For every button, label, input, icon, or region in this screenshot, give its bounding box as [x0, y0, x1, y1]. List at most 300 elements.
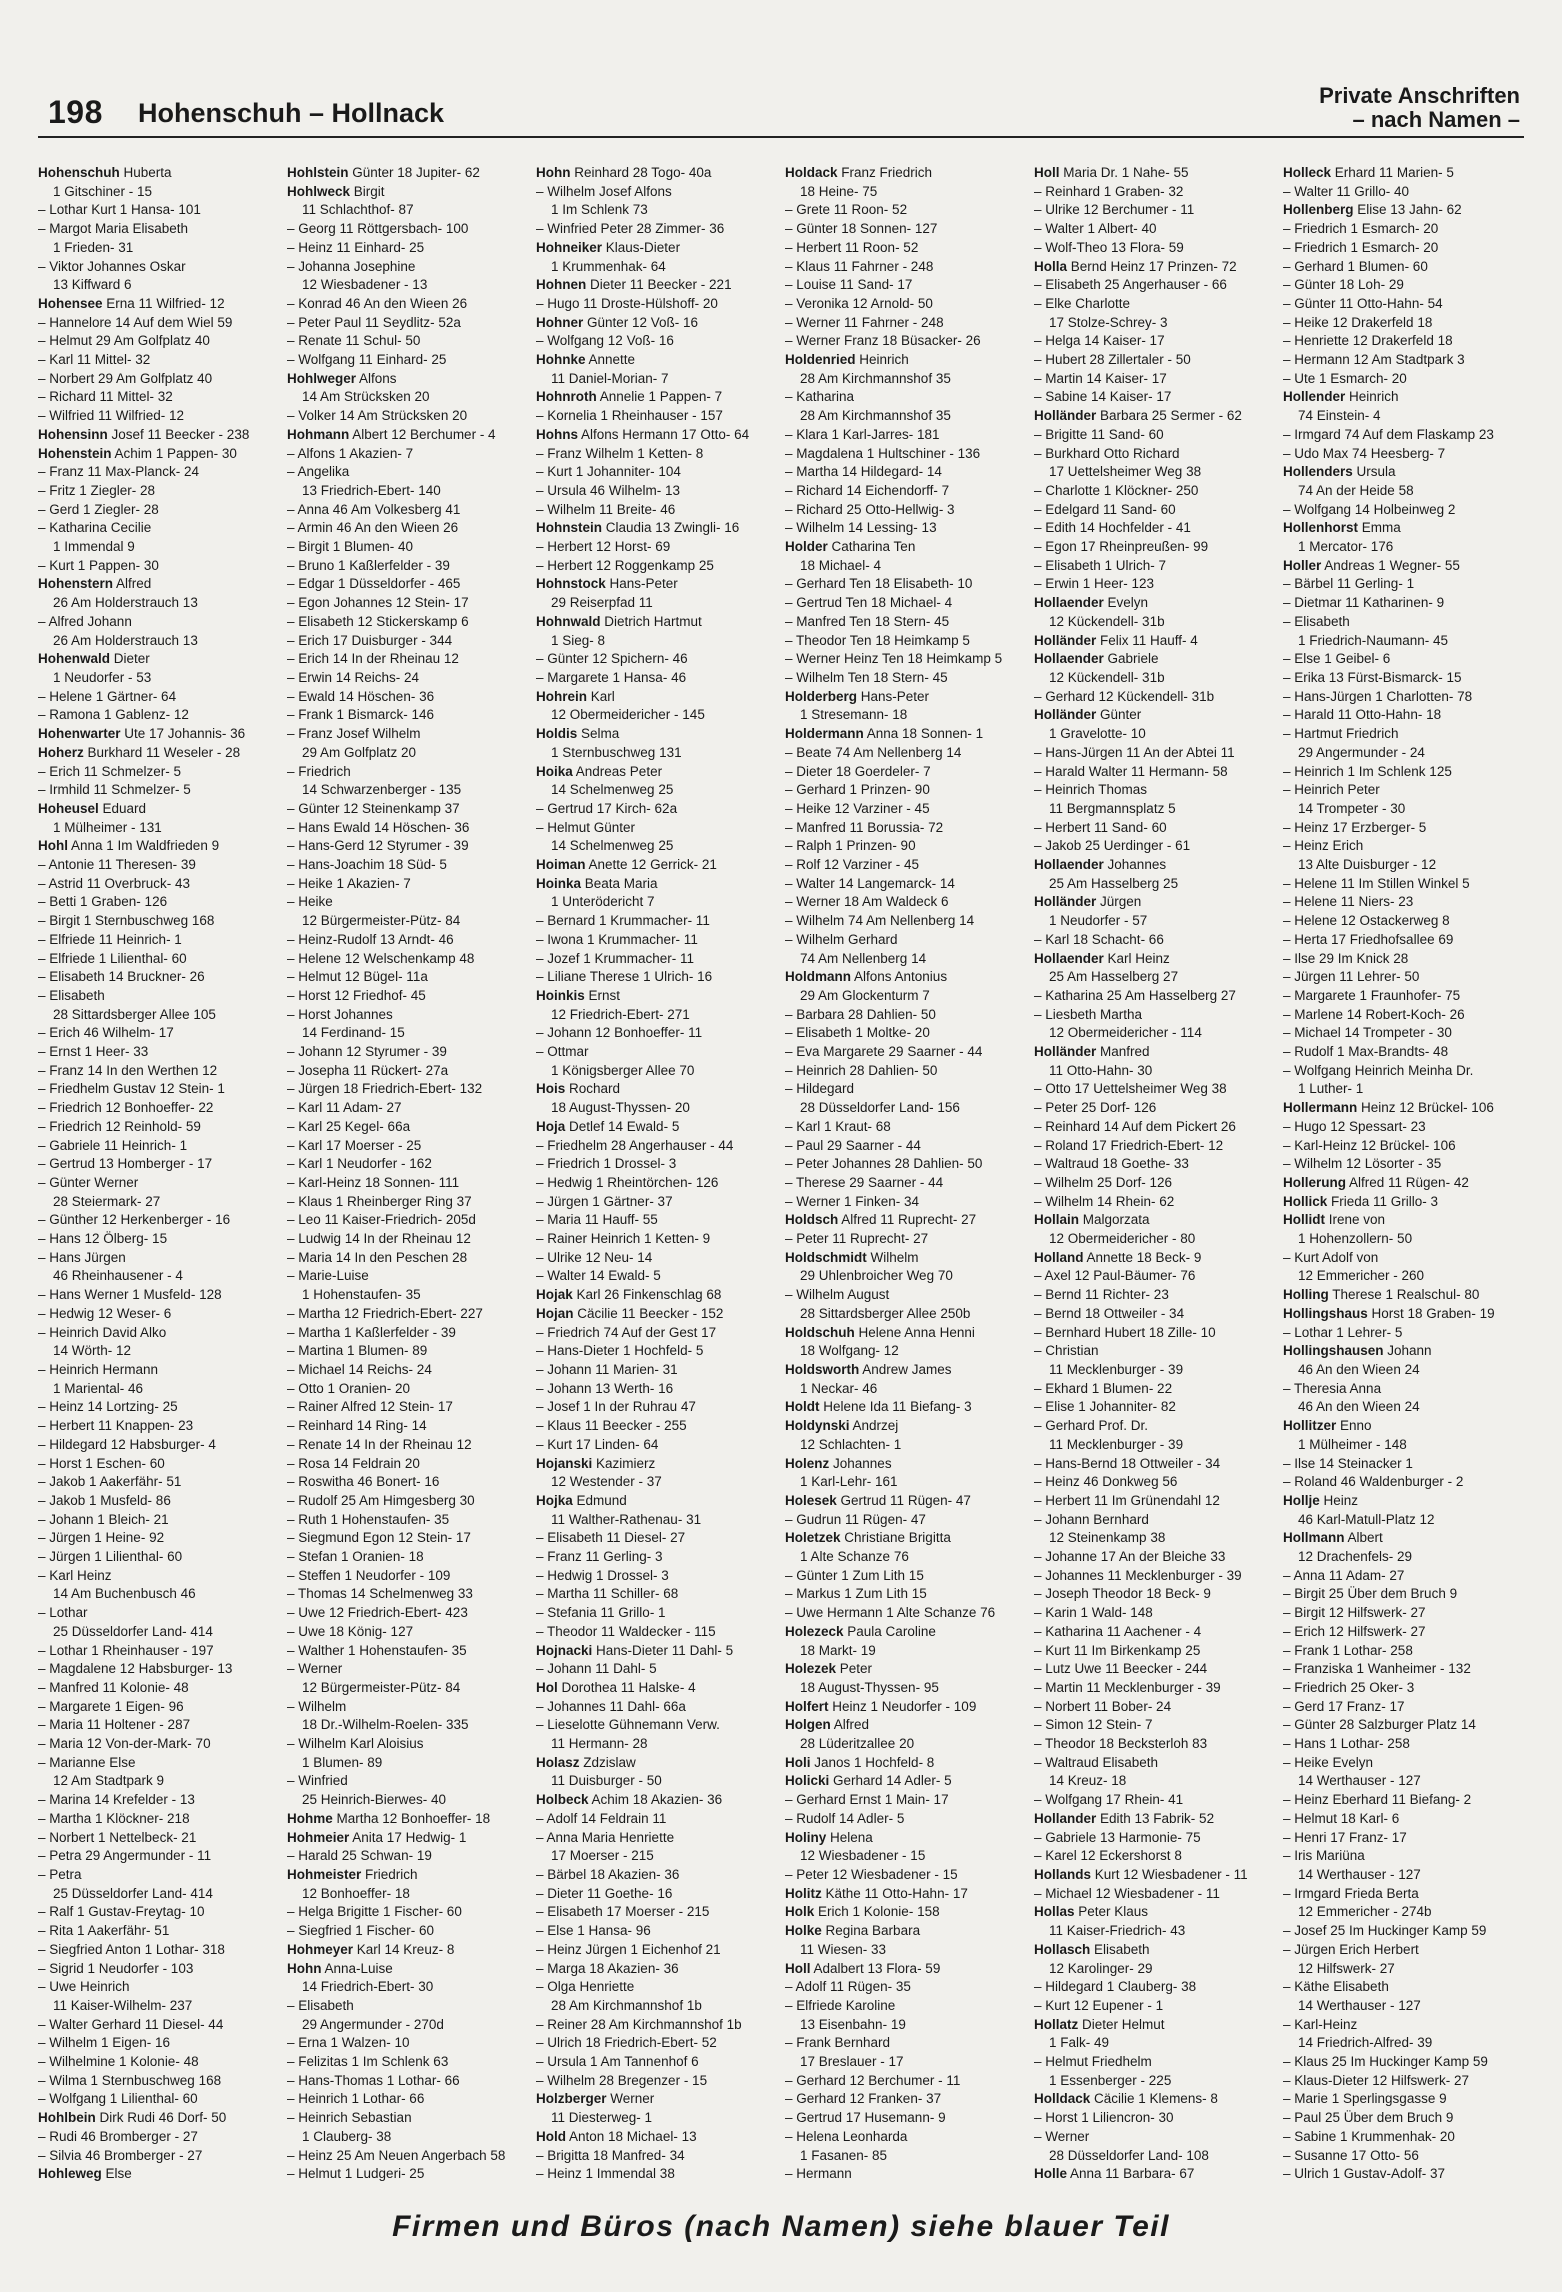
entry-text: Cäcilie 11 Beecker - 152 — [573, 1305, 724, 1321]
entry-text: Achim 18 Akazien- 36 — [588, 1792, 723, 1808]
directory-entry — [785, 1660, 1024, 1679]
directory-entry — [1034, 1716, 1273, 1735]
directory-entry — [38, 669, 277, 688]
entry-text: 28 Lüderitzallee 20 — [800, 1736, 915, 1752]
entry-text: – Elisabeth 1 Ulrich- 7 — [1034, 557, 1167, 573]
directory-entry — [1283, 1735, 1522, 1754]
entry-text: – Ursula 46 Wilhelm- 13 — [536, 482, 681, 498]
entry-text: – Siegmund Egon 12 Stein- 17 — [287, 1530, 471, 1546]
directory-entry — [785, 931, 1024, 950]
directory-entry — [1034, 258, 1273, 277]
entry-text: – Wilhelm Josef Alfons — [536, 183, 672, 199]
directory-entry — [1034, 1361, 1273, 1380]
entry-text: 1 Luther- 1 — [1298, 1081, 1364, 1097]
entry-text: – Hans Ewald 14 Höschen- 36 — [287, 819, 470, 835]
directory-entry — [287, 1791, 526, 1810]
directory-entry — [287, 856, 526, 875]
directory-entry — [536, 1660, 775, 1679]
entry-text: Frieda 11 Grillo- 3 — [1327, 1193, 1439, 1209]
entry-text: Dieter Helmut — [1078, 2016, 1165, 2032]
directory-entry — [1034, 893, 1273, 912]
entry-text: Achim 1 Pappen- 30 — [111, 445, 237, 461]
entry-surname: Hohnroth — [536, 389, 597, 405]
entry-text: – Steffen 1 Neudorfer - 109 — [287, 1567, 451, 1583]
directory-entry — [536, 2147, 775, 2166]
directory-entry — [1034, 1847, 1273, 1866]
entry-text: – Franz Josef Wilhelm — [287, 726, 421, 742]
directory-entry — [1283, 1548, 1522, 1567]
entry-text: Burkhard 11 Weseler - 28 — [83, 744, 241, 760]
directory-entry — [536, 1642, 775, 1661]
directory-entry — [287, 1473, 526, 1492]
entry-text: Heinz — [1319, 1492, 1359, 1508]
directory-entry — [1034, 1829, 1273, 1848]
directory-entry — [536, 1922, 775, 1941]
entry-surname: Holländer — [1034, 894, 1097, 910]
entry-surname: Hollitzer — [1283, 1418, 1337, 1434]
entry-surname: Holesek — [785, 1492, 837, 1508]
directory-entry — [1283, 295, 1522, 314]
directory-entry — [785, 669, 1024, 688]
entry-text: – Waltraud Elisabeth — [1034, 1754, 1159, 1770]
directory-entry — [1283, 1267, 1522, 1286]
directory-entry — [536, 1567, 775, 1586]
directory-entry — [785, 1230, 1024, 1249]
footer-note: Firmen und Büros (nach Namen) siehe blauer Teil — [392, 2210, 1170, 2243]
directory-entry — [38, 2053, 277, 2072]
directory-entry — [536, 1062, 775, 1081]
entry-text: – Lothar 1 Rheinhauser - 197 — [38, 1642, 214, 1658]
entry-text: – Ruth 1 Hohenstaufen- 35 — [287, 1511, 450, 1527]
entry-text: – Franz 14 In den Werthen 12 — [38, 1062, 218, 1078]
directory-entry — [1283, 594, 1522, 613]
directory-entry — [1034, 1866, 1273, 1885]
entry-text: – Herbert 11 Sand- 60 — [1034, 819, 1167, 835]
entry-surname: Holgen — [785, 1717, 831, 1733]
entry-surname: Hohn — [536, 165, 571, 180]
entry-text: – Walther 1 Hohenstaufen- 35 — [287, 1642, 467, 1658]
entry-surname: Holezek — [785, 1661, 837, 1677]
directory-entry — [536, 1361, 775, 1380]
directory-entry — [38, 501, 277, 520]
directory-entry — [38, 1903, 277, 1922]
entry-text: 46 An den Wieen 24 — [1298, 1399, 1420, 1415]
directory-entry — [38, 1660, 277, 1679]
entry-surname: Hollenberg — [1283, 202, 1354, 218]
entry-text: Heinrich — [855, 352, 909, 368]
directory-entry — [785, 1380, 1024, 1399]
directory-entry — [536, 2165, 775, 2184]
entry-text: Edmund — [572, 1492, 627, 1508]
directory-entry — [536, 1473, 775, 1492]
entry-text: – Olga Henriette — [536, 1979, 635, 1995]
directory-entry — [536, 1455, 775, 1474]
directory-entry — [38, 987, 277, 1006]
entry-text: – Egon Johannes 12 Stein- 17 — [287, 595, 469, 611]
directory-entry — [536, 931, 775, 950]
entry-text: – Gertrud 17 Husemann- 9 — [785, 2110, 946, 2126]
directory-entry — [536, 2090, 775, 2109]
entry-text: 29 Reiserpfad 11 — [551, 595, 653, 611]
entry-text: – Gerhard 12 Kückendell- 31b — [1034, 688, 1215, 704]
directory-entry — [1034, 575, 1273, 594]
directory-entry — [1283, 893, 1522, 912]
entry-text: – Herta 17 Friedhofsallee 69 — [1283, 931, 1454, 947]
entry-text: – Wolfgang Heinrich Meinha Dr. — [1283, 1062, 1474, 1078]
entry-text: 25 Düsseldorfer Land- 414 — [53, 1623, 213, 1639]
entry-text: Hans-Peter — [605, 576, 678, 592]
directory-entry — [38, 276, 277, 295]
entry-text: – Rudi 46 Bromberger - 27 — [38, 2128, 198, 2144]
directory-entry — [1034, 557, 1273, 576]
directory-entry — [536, 1585, 775, 1604]
entry-text: – Wolf-Theo 13 Flora- 59 — [1034, 239, 1184, 255]
directory-entry — [38, 239, 277, 258]
entry-text: 46 Karl-Matull-Platz 12 — [1298, 1511, 1435, 1527]
directory-entry — [1034, 781, 1273, 800]
entry-text: – Martha 14 Hildegard- 14 — [785, 464, 942, 480]
entry-text: 14 Friedrich-Alfred- 39 — [1298, 2035, 1433, 2051]
directory-entry — [785, 1829, 1024, 1848]
directory-entry — [38, 1997, 277, 2016]
directory-entry — [1283, 1791, 1522, 1810]
directory-entry — [38, 706, 277, 725]
directory-entry — [536, 950, 775, 969]
entry-text: – Heinrich 1 Im Schlenk 125 — [1283, 763, 1452, 779]
entry-text: – Ludwig 14 In der Rheinau 12 — [287, 1231, 471, 1247]
entry-text: – Birgit 12 Hilfswerk- 27 — [1283, 1605, 1426, 1621]
entry-text: Franz Friedrich — [837, 165, 933, 180]
directory-entry — [1283, 1847, 1522, 1866]
directory-entry — [785, 725, 1024, 744]
directory-entry — [38, 1642, 277, 1661]
directory-entry — [785, 1099, 1024, 1118]
entry-text: – Uwe 18 König- 127 — [287, 1623, 414, 1639]
directory-entry — [1283, 1473, 1522, 1492]
entry-text: 11 Walther-Rathenau- 31 — [551, 1511, 702, 1527]
entry-text: 25 Heinrich-Bierwes- 40 — [302, 1792, 447, 1808]
entry-text: 28 Am Kirchmannshof 35 — [800, 370, 951, 386]
directory-entry — [287, 407, 526, 426]
directory-entry — [38, 931, 277, 950]
entry-text: – Hermann — [785, 2166, 852, 2182]
directory-entry — [1283, 706, 1522, 725]
directory-entry — [38, 1473, 277, 1492]
directory-entry — [287, 220, 526, 239]
directory-entry — [536, 1511, 775, 1530]
directory-entry — [38, 1024, 277, 1043]
directory-entry — [1283, 950, 1522, 969]
section-title-line1: Private Anschriften — [1319, 83, 1520, 108]
entry-text: – Peter 12 Wiesbadener - 15 — [785, 1866, 958, 1882]
directory-entry — [1283, 388, 1522, 407]
entry-surname: Holl — [785, 1960, 811, 1976]
directory-entry — [38, 1361, 277, 1380]
entry-text: 26 Am Holderstrauch 13 — [53, 632, 198, 648]
entry-text: – Ilse 14 Steinacker 1 — [1283, 1455, 1413, 1471]
entry-text: 28 Am Kirchmannshof 35 — [800, 408, 951, 424]
entry-text: – Petra — [38, 1866, 82, 1882]
entry-text: – Herbert 12 Horst- 69 — [536, 539, 671, 555]
directory-entry — [1034, 2016, 1273, 2035]
directory-entry — [38, 688, 277, 707]
entry-surname: Holdenried — [785, 352, 856, 368]
entry-text: – Johann Bernhard — [1034, 1511, 1149, 1527]
entry-text: – Karel 12 Eckershorst 8 — [1034, 1848, 1182, 1864]
directory-entry — [536, 1847, 775, 1866]
directory-entry — [1034, 1342, 1273, 1361]
directory-entry — [287, 1417, 526, 1436]
entry-text: 17 Moerser - 215 — [551, 1848, 654, 1864]
directory-entry — [1283, 1342, 1522, 1361]
entry-text: Heinrich — [1345, 389, 1399, 405]
directory-entry — [1283, 1529, 1522, 1548]
entry-text: – Marina 14 Krefelder - 13 — [38, 1792, 195, 1808]
entry-text: Peter — [836, 1661, 873, 1677]
entry-text: 12 Kückendell- 31b — [1049, 613, 1165, 629]
directory-entry — [1283, 1398, 1522, 1417]
entry-text: – Heinz Jürgen 1 Eichenhof 21 — [536, 1941, 721, 1957]
entry-text: – Susanne 17 Otto- 56 — [1283, 2147, 1419, 2163]
directory-entry — [536, 519, 775, 538]
entry-text: – Michael 14 Trompeter - 30 — [1283, 1025, 1452, 1041]
directory-entry — [287, 1772, 526, 1791]
entry-text: – Ulrich 1 Gustav-Adolf- 37 — [1283, 2166, 1446, 2182]
directory-entry — [1283, 1511, 1522, 1530]
directory-entry — [536, 987, 775, 1006]
entry-text: – Hans Jürgen — [38, 1249, 126, 1265]
entry-text: Karl 26 Finkenschlag 68 — [572, 1287, 722, 1303]
directory-entry — [536, 1024, 775, 1043]
directory-entry — [1283, 1716, 1522, 1735]
entry-text: – Frank 1 Lothar- 258 — [1283, 1642, 1413, 1658]
entry-text: – Käthe Elisabeth — [1283, 1979, 1389, 1995]
directory-entry — [287, 1342, 526, 1361]
entry-text: Enno — [1336, 1418, 1372, 1434]
entry-text: Dieter — [110, 651, 150, 667]
entry-surname: Hohnstock — [536, 576, 606, 592]
entry-text: – Friedrich 1 Esmarch- 20 — [1283, 221, 1439, 237]
entry-text: – Anna Maria Henriette — [536, 1829, 675, 1845]
entry-surname: Hollaender — [1034, 651, 1104, 667]
directory-entry — [536, 2053, 775, 2072]
entry-text: Cäcilie 1 Klemens- 8 — [1090, 2091, 1218, 2107]
directory-entry — [287, 1455, 526, 1474]
entry-text: 12 Obermeidericher - 145 — [551, 707, 705, 723]
entry-text: – Theodor 11 Waldecker - 115 — [536, 1623, 716, 1639]
directory-entry — [1034, 1473, 1273, 1492]
directory-entry — [287, 463, 526, 482]
entry-text: – Johann 11 Marien- 31 — [536, 1362, 678, 1377]
entry-surname: Holländer — [1034, 632, 1097, 648]
entry-text: – Hans 1 Lothar- 258 — [1283, 1736, 1410, 1752]
entry-text: – Marie-Luise — [287, 1268, 369, 1284]
entry-surname: Hoheusel — [38, 800, 99, 816]
directory-entry — [536, 407, 775, 426]
entry-text: – Klaus 1 Rheinberger Ring 37 — [287, 1193, 472, 1209]
entry-text: – Kornelia 1 Rheinhauser - 157 — [536, 408, 723, 424]
entry-text: – Jakob 25 Uerdinger - 61 — [1034, 838, 1191, 854]
entry-text: – Erich 14 In der Rheinau 12 — [287, 651, 459, 667]
entry-text: – Karl-Heinz 12 Brückel- 106 — [1283, 1137, 1456, 1153]
entry-text: – Martin 14 Kaiser- 17 — [1034, 370, 1167, 386]
directory-entry — [38, 856, 277, 875]
directory-entry — [287, 1137, 526, 1156]
entry-text: – Erwin 1 Heer- 123 — [1034, 576, 1155, 592]
entry-text: – Angelika — [287, 464, 350, 480]
directory-entry — [1034, 1754, 1273, 1773]
directory-entry — [536, 763, 775, 782]
entry-text: – Viktor Johannes Oskar — [38, 258, 186, 274]
directory-entry — [38, 1099, 277, 1118]
entry-text: Heinz 12 Brückel- 106 — [1357, 1100, 1494, 1116]
directory-entry — [287, 800, 526, 819]
entry-text: – Lothar Kurt 1 Hansa- 101 — [38, 202, 201, 218]
entry-surname: Hollenders — [1283, 464, 1353, 480]
directory-entry — [1283, 1024, 1522, 1043]
directory-entry — [1283, 1006, 1522, 1025]
entry-text: – Jakob 1 Aakerfähr- 51 — [38, 1474, 182, 1490]
entry-text: 12 Drachenfels- 29 — [1298, 1549, 1413, 1565]
entry-text: 12 Karolinger- 29 — [1049, 1960, 1153, 1976]
entry-text: – Louise 11 Sand- 17 — [785, 277, 913, 293]
entry-text: – Gerhard Ten 18 Elisabeth- 10 — [785, 576, 973, 592]
entry-text: – Jürgen 11 Lehrer- 50 — [1283, 969, 1420, 985]
directory-entry — [536, 1211, 775, 1230]
entry-text: – Helene 12 Welschenkamp 48 — [287, 950, 475, 966]
entry-text: 12 Friedrich-Ebert- 271 — [551, 1006, 690, 1022]
directory-entry — [38, 1885, 277, 1904]
directory-entry — [38, 1193, 277, 1212]
directory-entry — [287, 1847, 526, 1866]
entry-text: Anna 1 Im Waldfrieden 9 — [68, 838, 220, 854]
directory-entry — [1283, 1286, 1522, 1305]
directory-entry — [38, 650, 277, 669]
entry-surname: Holdmann — [785, 969, 851, 985]
directory-entry — [1034, 669, 1273, 688]
entry-text: Manfred — [1096, 1044, 1150, 1060]
directory-entry — [38, 1249, 277, 1268]
entry-text: – Burkhard Otto Richard — [1034, 445, 1180, 461]
entry-text: – Johannes 11 Mecklenburger - 39 — [1034, 1567, 1242, 1583]
directory-entry — [1283, 482, 1522, 501]
directory-entry — [1034, 332, 1273, 351]
directory-entry — [1283, 1679, 1522, 1698]
entry-text: – Bruno 1 Kaßlerfelder - 39 — [287, 557, 450, 573]
directory-entry — [1283, 875, 1522, 894]
directory-entry — [287, 1960, 526, 1979]
entry-text: – Karl 1 Neudorfer - 162 — [287, 1156, 432, 1172]
entry-text: – Michael 12 Wiesbadener - 11 — [1034, 1885, 1220, 1901]
directory-entry — [38, 875, 277, 894]
directory-entry — [536, 388, 775, 407]
directory-entry — [1034, 1660, 1273, 1679]
entry-text: – Gabriele 11 Heinrich- 1 — [38, 1137, 188, 1153]
directory-entry — [1283, 987, 1522, 1006]
entry-text: – Hans-Thomas 1 Lothar- 66 — [287, 2072, 460, 2088]
entry-text: – Liliane Therese 1 Ulrich- 16 — [536, 969, 713, 985]
entry-text: 11 Diesterweg- 1 — [551, 2110, 653, 2126]
directory-entry — [536, 1716, 775, 1735]
directory-entry — [287, 1155, 526, 1174]
directory-entry — [1034, 1791, 1273, 1810]
directory-entry — [536, 2034, 775, 2053]
directory-entry — [785, 650, 1024, 669]
entry-text: Helene Ida 11 Biefang- 3 — [819, 1399, 972, 1415]
directory-entry — [1034, 519, 1273, 538]
directory-entry — [38, 426, 277, 445]
entry-text: – Martha 11 Schiller- 68 — [536, 1586, 679, 1602]
directory-entry — [38, 781, 277, 800]
entry-text: – Uwe 12 Friedrich-Ebert- 423 — [287, 1605, 468, 1621]
entry-text: 14 Werthauser - 127 — [1298, 1997, 1421, 2013]
entry-text: – Richard 25 Otto-Hellwig- 3 — [785, 501, 955, 517]
entry-text: Elisabeth — [1090, 1941, 1150, 1957]
entry-text: – Anna 46 Am Volkesberg 41 — [287, 501, 461, 517]
directory-entry — [785, 1791, 1024, 1810]
entry-surname: Hoika — [536, 763, 573, 779]
entry-surname: Hohenwald — [38, 651, 111, 667]
directory-entry — [785, 445, 1024, 464]
directory-entry — [1034, 950, 1273, 969]
entry-surname: Hol — [536, 1679, 558, 1695]
directory-entry — [287, 912, 526, 931]
entry-text: Evelyn — [1103, 595, 1149, 611]
entry-text: – Marie 1 Sperlingsgasse 9 — [1283, 2091, 1447, 2107]
directory-entry — [38, 183, 277, 202]
directory-entry — [38, 407, 277, 426]
entry-text: 18 Dr.-Wilhelm-Roelen- 335 — [302, 1717, 469, 1733]
directory-entry — [1034, 912, 1273, 931]
column-1 — [38, 164, 277, 2184]
entry-text: – Jakob 1 Musfeld- 86 — [38, 1492, 171, 1508]
entry-text: – Ralph 1 Prinzen- 90 — [785, 838, 916, 854]
entry-text: Emma — [1358, 520, 1401, 536]
directory-entry — [785, 239, 1024, 258]
entry-text: – Gertrud Ten 18 Michael- 4 — [785, 595, 953, 611]
directory-entry — [38, 632, 277, 651]
entry-text: 29 Angermunder - 270d — [302, 2016, 444, 2032]
entry-surname: Holland — [1034, 1249, 1084, 1265]
entry-text: – Erwin 14 Reichs- 24 — [287, 669, 420, 685]
directory-entry — [287, 1062, 526, 1081]
directory-entry — [287, 445, 526, 464]
entry-text: – Karl Heinz — [38, 1567, 112, 1583]
entry-text: – Siegfried Anton 1 Lothar- 318 — [38, 1941, 225, 1957]
entry-text: – Eva Margarete 29 Saarner - 44 — [785, 1044, 983, 1060]
entry-text: – Birgit 25 Über dem Bruch 9 — [1283, 1586, 1458, 1602]
directory-entry — [785, 1941, 1024, 1960]
directory-entry — [1283, 781, 1522, 800]
directory-entry — [1034, 1380, 1273, 1399]
entry-text: 12 Emmericher - 274b — [1298, 1904, 1432, 1920]
directory-entry — [38, 912, 277, 931]
directory-entry — [287, 1080, 526, 1099]
directory-entry — [536, 1791, 775, 1810]
directory-entry — [1034, 1006, 1273, 1025]
entry-text: – Peter Johannes 28 Dahlien- 50 — [785, 1156, 983, 1172]
entry-surname: Holder — [785, 539, 828, 555]
entry-text: – Karl 11 Adam- 27 — [287, 1100, 402, 1116]
directory-entry — [785, 1529, 1024, 1548]
entry-text: Regina Barbara — [821, 1923, 921, 1939]
directory-entry — [785, 407, 1024, 426]
entry-text: Alfred — [113, 576, 152, 592]
entry-text: – Hannelore 14 Auf dem Wiel 59 — [38, 314, 233, 330]
entry-text: – Hartmut Friedrich — [1283, 726, 1399, 742]
entry-text: 28 Am Kirchmannshof 1b — [551, 1997, 702, 2013]
entry-text: – Franziska 1 Wanheimer - 132 — [1283, 1661, 1471, 1677]
